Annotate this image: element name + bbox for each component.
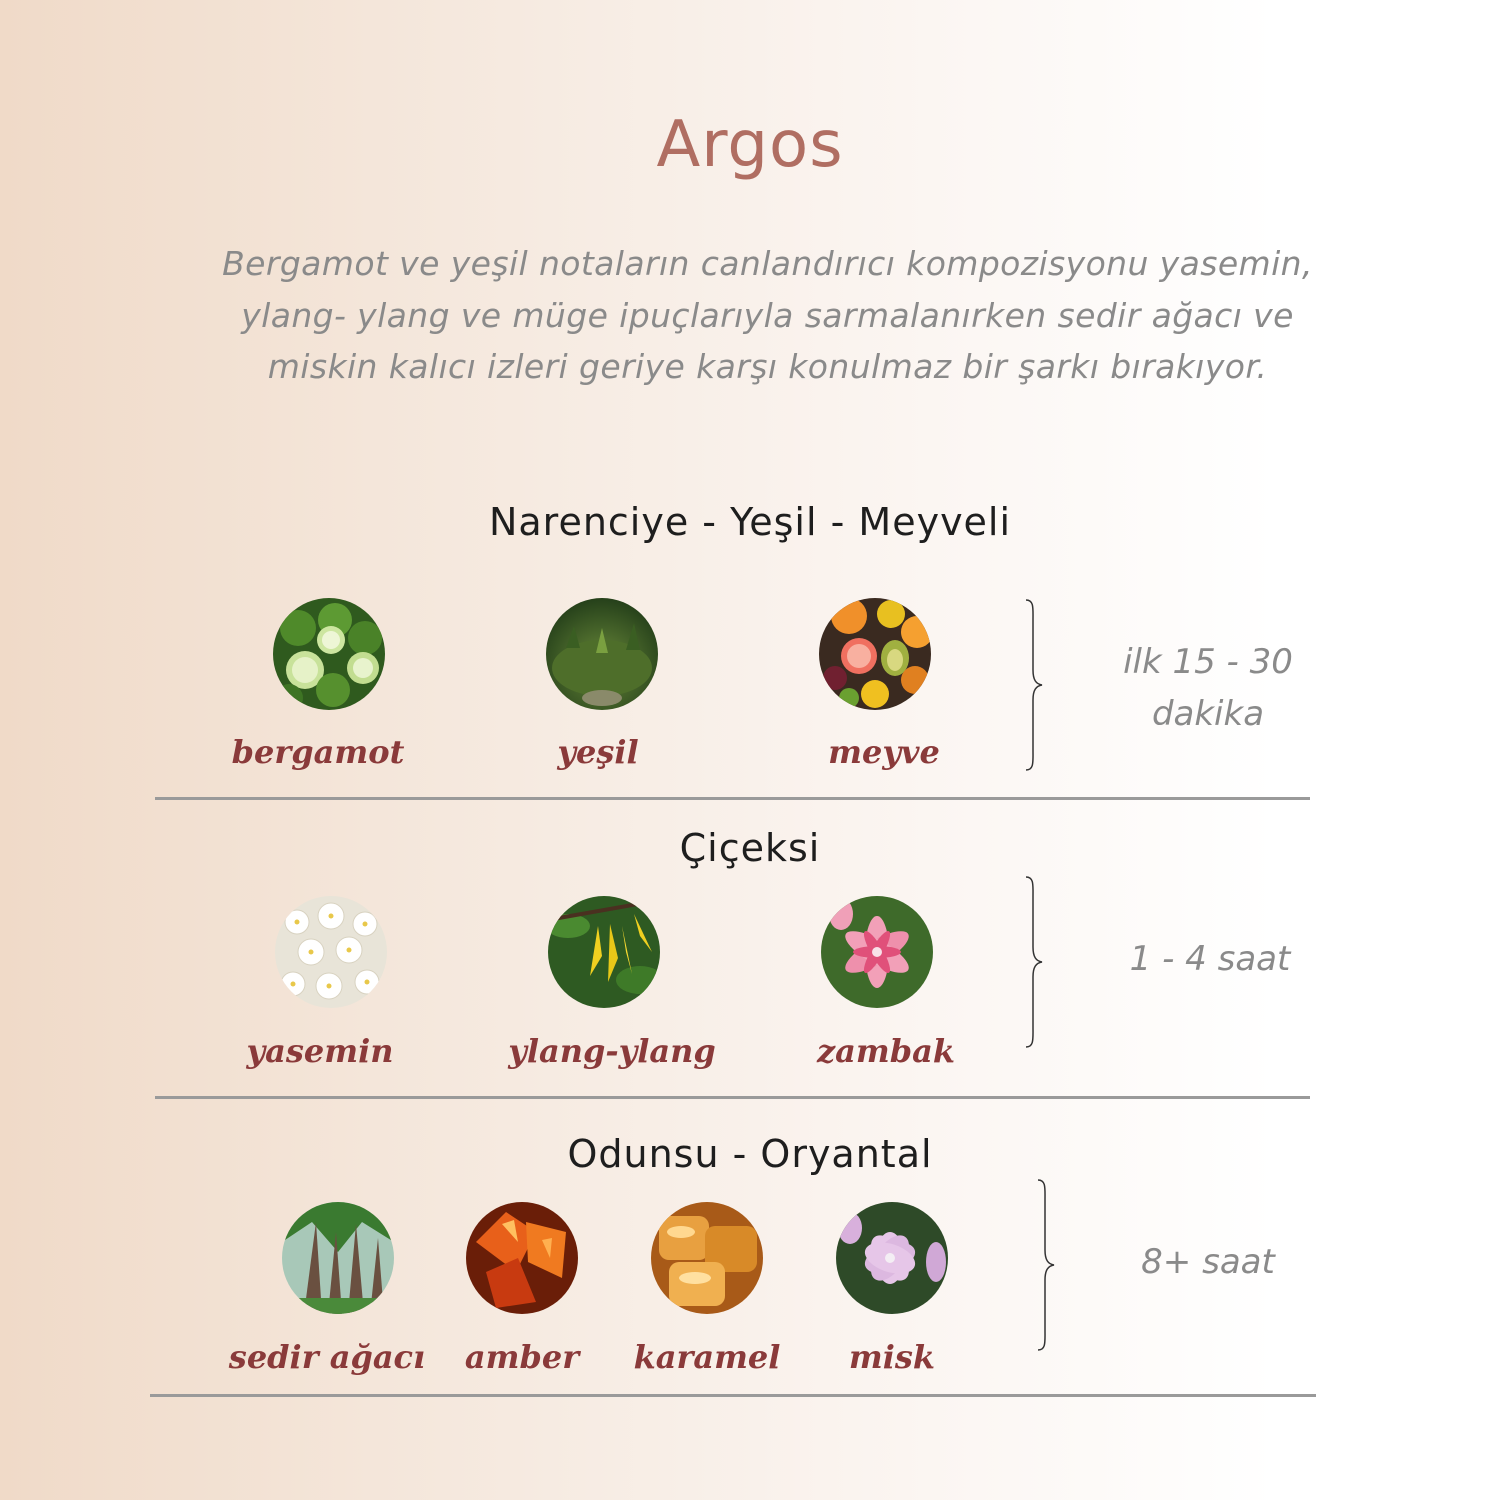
ylang-ylang-image <box>548 896 660 1008</box>
fruits-image <box>819 598 931 710</box>
duration-heart-notes: 1 - 4 saat <box>1129 939 1291 979</box>
section-divider <box>155 797 1310 800</box>
note-label-ylang-ylang: ylang-ylang <box>508 1032 716 1070</box>
note-label-jasmine: yasemin <box>246 1032 394 1070</box>
section-heading-citrus: Narenciye - Yeşil - Meyveli <box>488 500 1012 544</box>
section-heading-woody: Odunsu - Oryantal <box>567 1132 933 1176</box>
section-heading-floral: Çiçeksi <box>679 826 821 870</box>
duration-base-notes: 8+ saat <box>1141 1242 1275 1282</box>
page-title: Argos <box>656 108 844 182</box>
duration-line-1: ilk 15 - 30 <box>1123 642 1293 682</box>
duration-top-notes <box>1078 636 1338 740</box>
note-label-bergamot: bergamot <box>231 733 405 771</box>
lily-image <box>821 896 933 1008</box>
section-divider <box>155 1096 1310 1099</box>
note-label-lily: zambak <box>816 1032 956 1070</box>
section-divider <box>150 1394 1316 1397</box>
description: Bergamot ve yeşil notaların canlandırıcı kompozisyonu yasemin, ylang- ylang ve müge ipuçlarıyla sarmalanırken sedir ağacı ve miskin kalıcı izleri geriye karşı konulmaz bir şarkı bırakıyor. <box>222 244 1313 386</box>
green-moss-image <box>546 598 658 710</box>
brace-icon <box>1020 598 1050 772</box>
caramel-image <box>651 1202 763 1314</box>
note-label-cedar: sedir ağacı <box>228 1338 426 1376</box>
jasmine-image <box>275 896 387 1008</box>
brace-icon <box>1020 875 1050 1049</box>
note-label-caramel: karamel <box>633 1338 781 1376</box>
amber-image <box>466 1202 578 1314</box>
musk-flower-image <box>836 1202 948 1314</box>
cedar-forest-image <box>282 1202 394 1314</box>
note-label-musk: misk <box>848 1338 936 1376</box>
note-label-amber: amber <box>464 1338 580 1376</box>
duration-line-2: dakika <box>1151 694 1265 734</box>
note-label-green: yeşil <box>557 733 639 771</box>
brace-icon <box>1032 1178 1062 1352</box>
note-label-fruit: meyve <box>828 733 940 771</box>
bergamot-image <box>273 598 385 710</box>
